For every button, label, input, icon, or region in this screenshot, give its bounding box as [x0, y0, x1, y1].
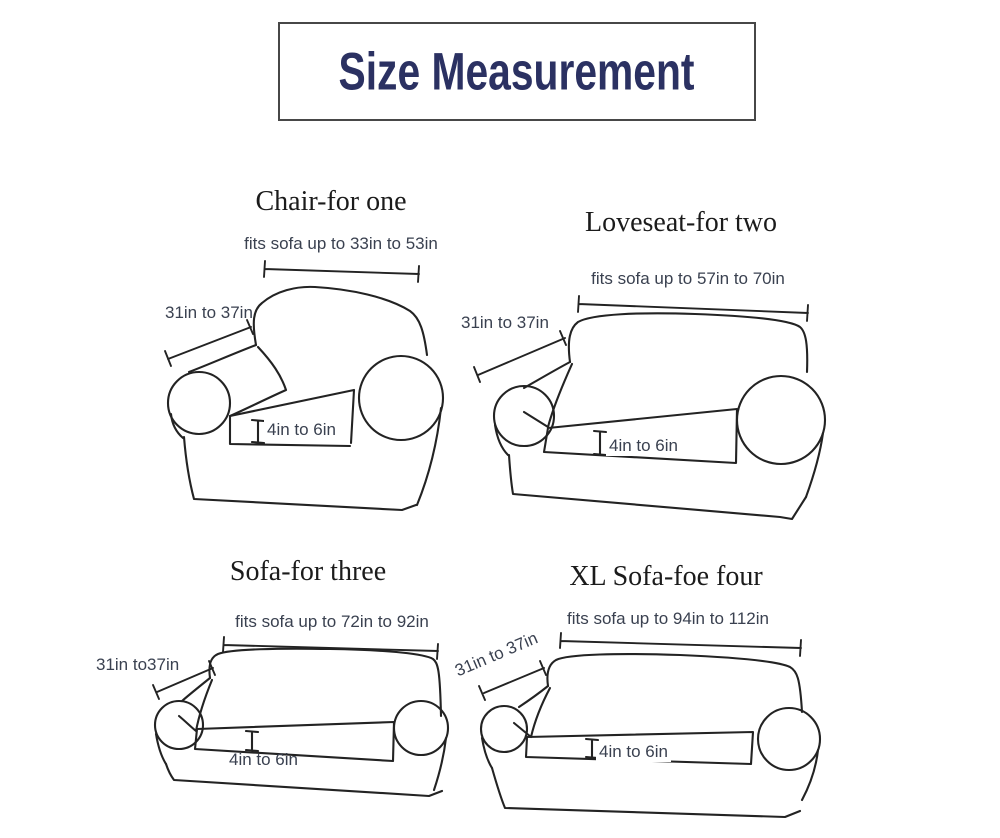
sofa-outline: [155, 649, 448, 796]
xl-sofa-outline: [481, 654, 820, 817]
page-title: Size Measurement: [338, 41, 695, 102]
sofa-heading: Sofa-for three: [229, 556, 387, 587]
diagram-chair: [140, 183, 480, 545]
diagram-loveseat: [450, 205, 880, 535]
chair-depth-dimension-line: [165, 320, 253, 366]
loveseat-depth-dimension-line: [474, 331, 566, 382]
loveseat-outline: [494, 313, 825, 519]
diagram-sofa: [85, 555, 485, 838]
loveseat-line-art: [450, 288, 880, 533]
loveseat-heading: Loveseat-for two: [584, 207, 778, 238]
xl-sofa-line-art: [450, 630, 880, 828]
diagram-xl-sofa: [450, 558, 880, 838]
sofa-seat-height-label: 4in to 6in: [229, 750, 298, 769]
xl-sofa-fits-label: fits sofa up to 94in to 112in: [567, 609, 769, 628]
sofa-seat-height-ibeam: [246, 731, 258, 751]
loveseat-seat-height-label: 4in to 6in: [606, 436, 681, 456]
sofa-line-art: [85, 632, 485, 810]
chair-outline: [168, 287, 443, 510]
loveseat-depth-label: 31in to 37in: [461, 313, 549, 332]
sofa-fits-label: fits sofa up to 72in to 92in: [235, 612, 429, 631]
chair-depth-label: 31in to 37in: [165, 303, 253, 322]
xl-sofa-width-dimension-line: [560, 633, 801, 656]
title-box: [278, 22, 756, 121]
chair-fits-label: fits sofa up to 33in to 53in: [244, 234, 438, 253]
xl-sofa-seat-height-label: 4in to 6in: [596, 742, 671, 762]
sofa-depth-label: 31in to37in: [96, 655, 180, 674]
xl-sofa-depth-label: 31in to 37in: [452, 628, 541, 681]
chair-line-art: [140, 255, 480, 545]
chair-heading: Chair-for one: [255, 186, 407, 217]
chair-seat-height-label: 4in to 6in: [264, 420, 339, 440]
chair-seat-height-ibeam: [252, 420, 264, 443]
chair-width-dimension-line: [264, 261, 419, 282]
xl-sofa-heading: XL Sofa-foe four: [569, 561, 763, 592]
loveseat-seat-height-ibeam: [594, 431, 606, 455]
loveseat-width-dimension-line: [578, 296, 808, 321]
loveseat-fits-label: fits sofa up to 57in to 70in: [591, 269, 785, 288]
